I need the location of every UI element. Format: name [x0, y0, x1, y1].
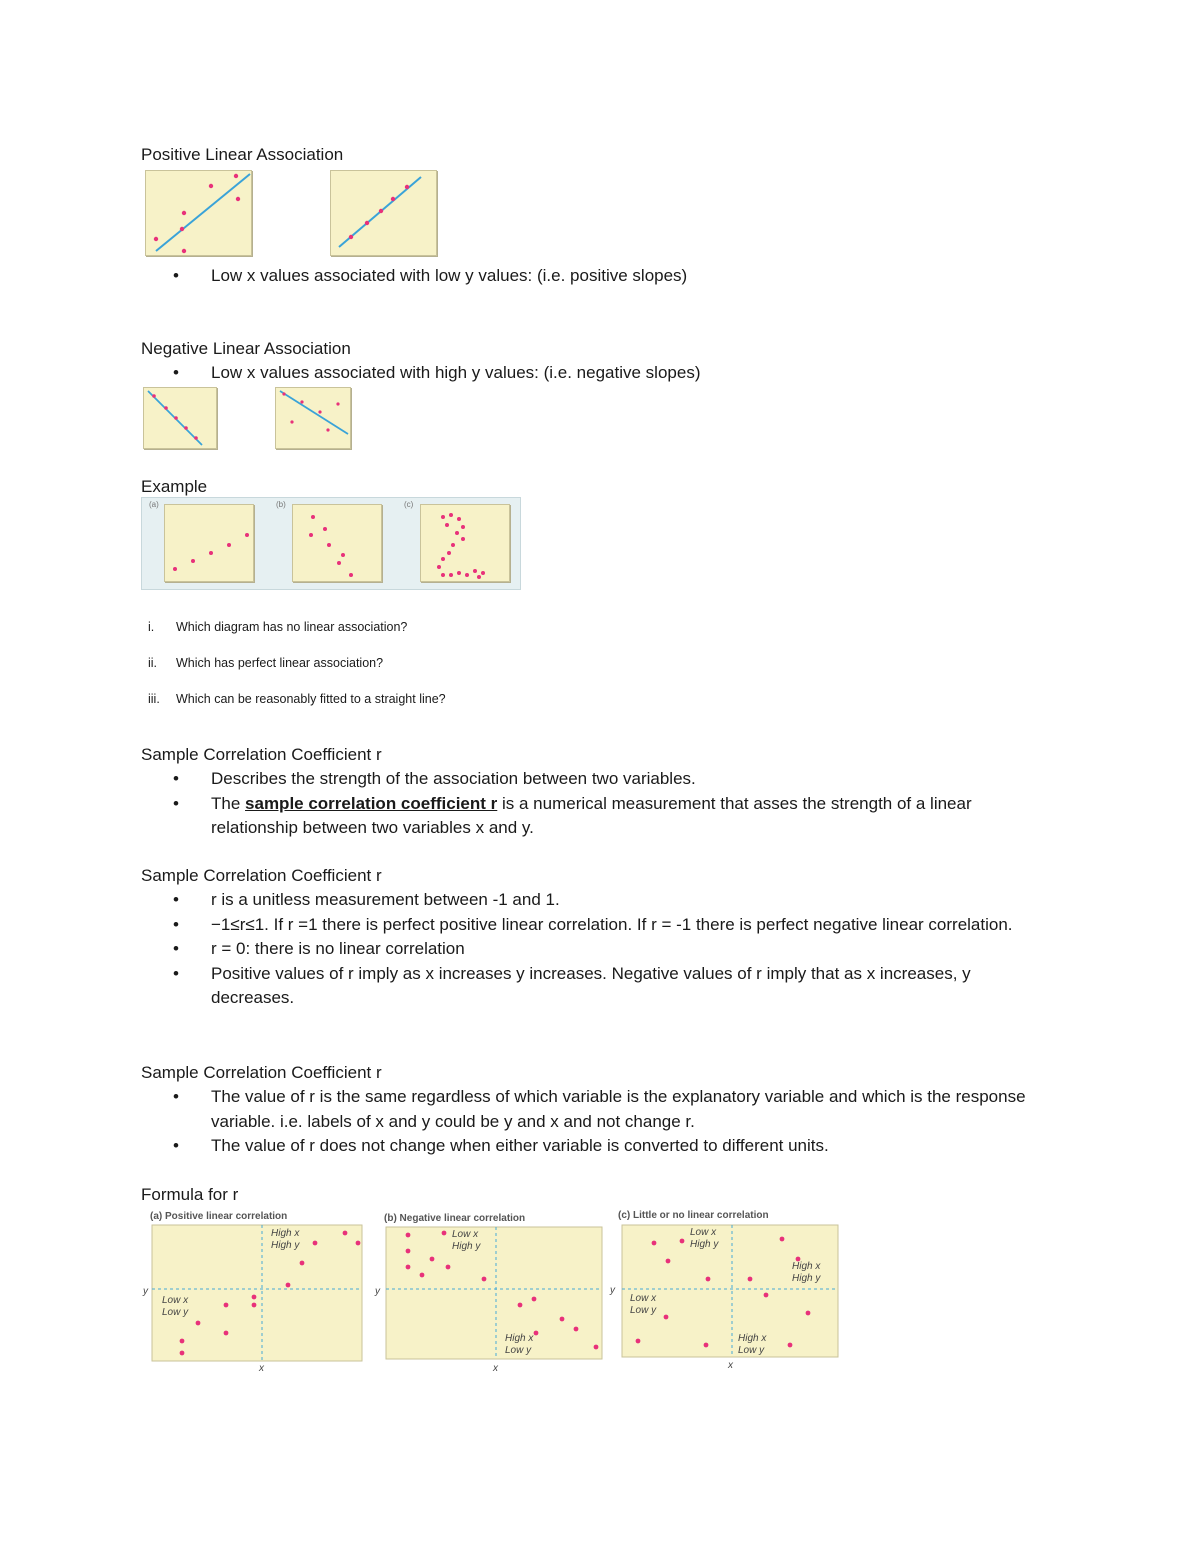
- term-sample-correlation: sample correlation coefficient r: [245, 793, 498, 813]
- chart-b-caption: (b) Negative linear correlation: [384, 1213, 526, 1224]
- chart-c-q1-line2: High y: [792, 1273, 821, 1284]
- coef3-bullets: [141, 1085, 1041, 1159]
- heading-positive: Positive Linear Association: [141, 145, 344, 164]
- example-panels: [141, 497, 521, 590]
- chart-c-q2-line1: Low x: [690, 1227, 717, 1238]
- heading-coef-1: Sample Correlation Coefficient r: [141, 745, 382, 764]
- negative-bullet-1: • Low x values associated with high y values: (i.e. negative slopes): [141, 361, 1041, 386]
- example-scatter-c: [420, 504, 510, 582]
- chart-a-q3-line1: Low x: [162, 1295, 189, 1306]
- chart-a-ylabel: y: [143, 1286, 148, 1297]
- positive-bullets: [141, 264, 1041, 289]
- chart-c-q1-line1: High x: [792, 1261, 821, 1272]
- coef2-bullet-2: • −1≤r≤1. If r =1 there is perfect positive linear correlation. If r = -1 there is perfect negative linear correlation.: [141, 913, 1041, 938]
- panel-label-b: (b): [276, 500, 286, 509]
- correlation-chart-c: [608, 1205, 842, 1375]
- chart-b-q2-line1: Low x: [452, 1229, 479, 1240]
- question-3: iii. Which can be reasonably fitted to a straight line?: [148, 692, 446, 706]
- chart-c-ylabel: y: [610, 1285, 615, 1296]
- heading-negative: Negative Linear Association: [141, 339, 351, 358]
- correlation-chart-b: [374, 1207, 606, 1375]
- heading-example: Example: [141, 477, 208, 496]
- chart-b-q4-line2: Low y: [505, 1345, 532, 1356]
- example-scatter-a: [164, 504, 254, 582]
- coef3-bullet-2: • The value of r does not change when either variable is converted to different units.: [141, 1134, 1041, 1159]
- coef1-bullet-1: • Describes the strength of the association between two variables.: [141, 767, 1041, 792]
- coef3-bullet-1: • The value of r is the same regardless of which variable is the explanatory variable and which is the response variable. i.e. labels of x and y could be y and x and not change r.: [141, 1085, 1041, 1134]
- positive-scatter-2: [330, 170, 437, 256]
- coef1-bullet-2: • The sample correlation coefficient r is a numerical measurement that asses the strength of a linear relationship between two variables x and y.: [141, 792, 1041, 841]
- positive-scatter-1: [145, 170, 252, 256]
- heading-coef-2: Sample Correlation Coefficient r: [141, 866, 382, 885]
- coef2-bullet-4: • Positive values of r imply as x increases y increases. Negative values of r imply that as x increases, y decreases.: [141, 962, 1041, 1011]
- chart-c-xlabel: x: [728, 1360, 733, 1371]
- coef2-bullet-3: • r = 0: there is no linear correlation: [141, 937, 1041, 962]
- chart-a-xlabel: x: [259, 1363, 264, 1374]
- negative-bullets: [141, 361, 1041, 386]
- chart-c-q4-line1: High x: [738, 1333, 767, 1344]
- chart-c-q2-line2: High y: [690, 1239, 719, 1250]
- chart-c-caption: (c) Little or no linear correlation: [618, 1210, 769, 1221]
- panel-label-a: (a): [149, 500, 159, 509]
- heading-coef-3: Sample Correlation Coefficient r: [141, 1063, 382, 1082]
- chart-a-q3-line2: Low y: [162, 1307, 189, 1318]
- heading-formula: Formula for r: [141, 1185, 239, 1204]
- chart-b-xlabel: x: [493, 1363, 498, 1374]
- chart-b-ylabel: y: [375, 1286, 380, 1297]
- question-1: i. Which diagram has no linear association?: [148, 620, 408, 634]
- chart-c-q4-line2: Low y: [738, 1345, 765, 1356]
- coef1-bullets: [141, 767, 1041, 841]
- chart-b-q4-line1: High x: [505, 1333, 534, 1344]
- example-scatter-b: [292, 504, 382, 582]
- chart-a-q1-line2: High y: [271, 1240, 300, 1251]
- coef2-bullet-1: • r is a unitless measurement between -1 and 1.: [141, 888, 1041, 913]
- panel-label-c: (c): [404, 500, 414, 509]
- negative-scatter-2: [275, 387, 351, 449]
- correlation-chart-a: [140, 1207, 366, 1375]
- positive-bullet-1: • Low x values associated with low y values: (i.e. positive slopes): [141, 264, 1041, 289]
- question-2: ii. Which has perfect linear association?: [148, 656, 384, 670]
- chart-b-q2-line2: High y: [452, 1241, 481, 1252]
- negative-scatter-1: [143, 387, 217, 449]
- chart-c-q3-line1: Low x: [630, 1293, 657, 1304]
- coef2-bullets: [141, 888, 1041, 1011]
- chart-a-q1-line1: High x: [271, 1228, 300, 1239]
- chart-a-caption: (a) Positive linear correlation: [150, 1211, 288, 1222]
- chart-c-q3-line2: Low y: [630, 1305, 657, 1316]
